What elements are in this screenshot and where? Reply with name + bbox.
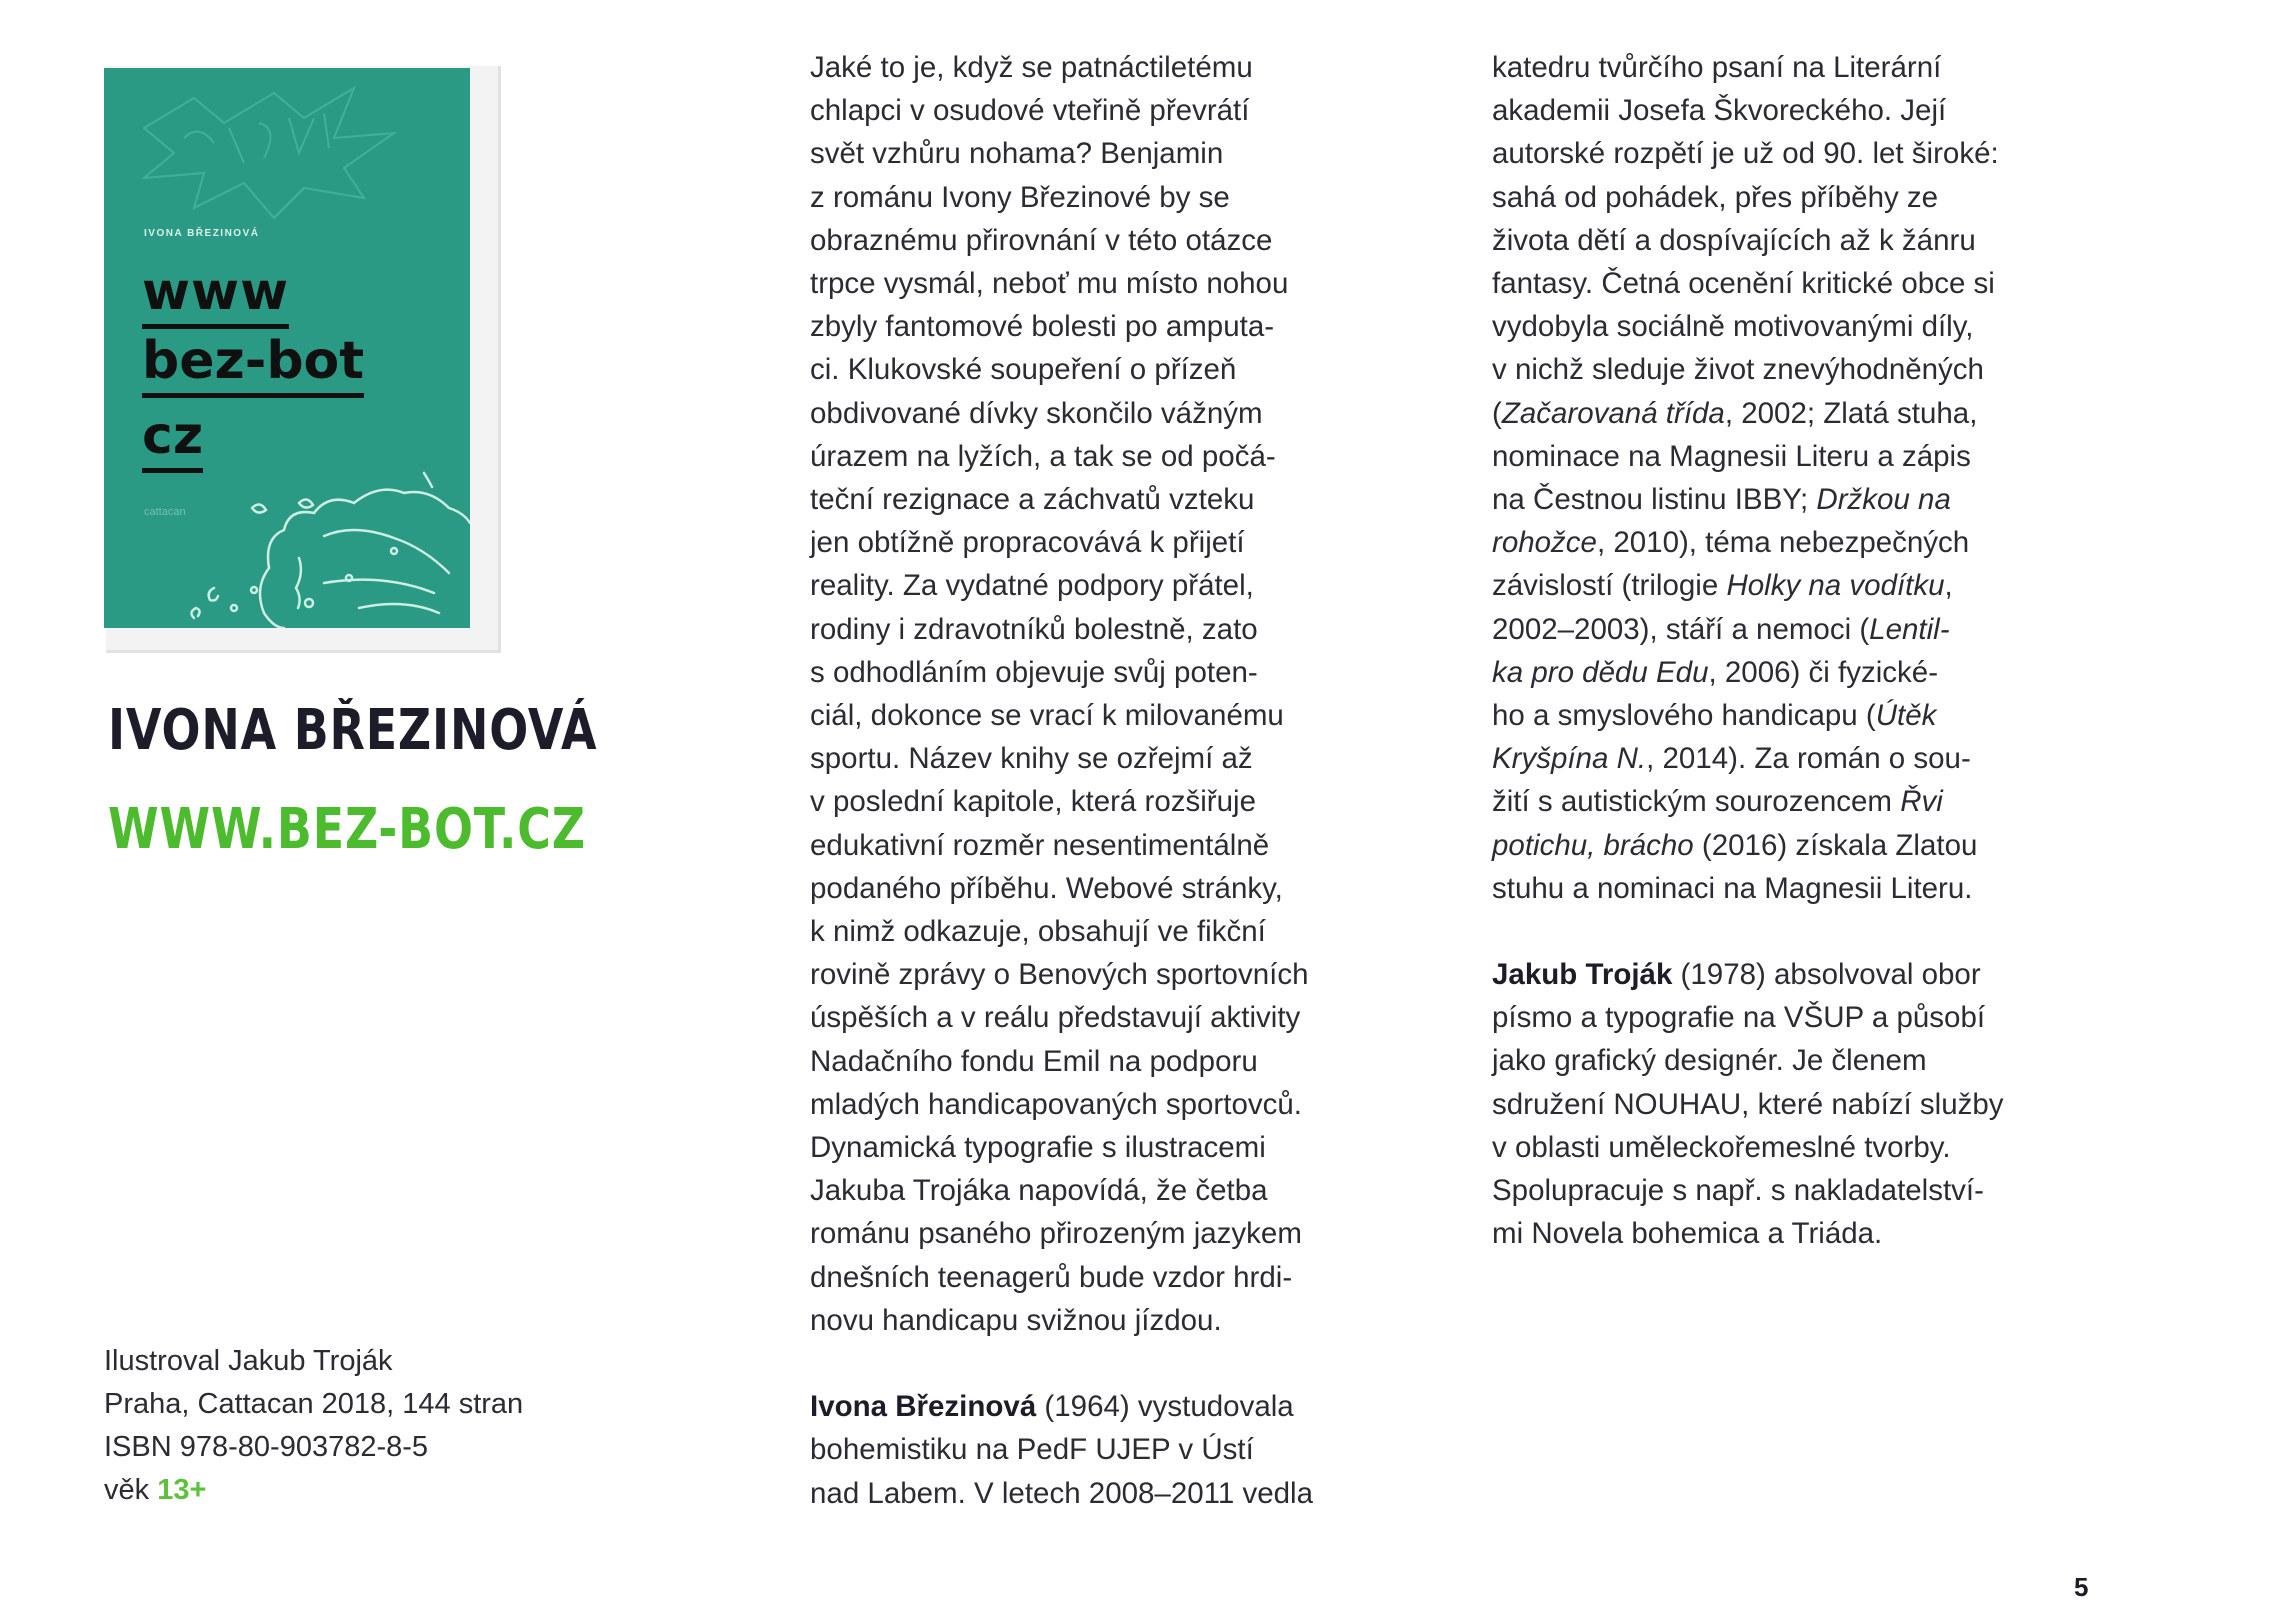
review-line: rodiny i zdravotníků bolestně, zato bbox=[810, 612, 1258, 646]
author-bio-line: bohemistiku na PedF UJEP v Ústí bbox=[810, 1433, 1254, 1467]
bio-line: sahá od pohádek, přes příběhy ze bbox=[1492, 180, 1939, 214]
author-bio-line: nad Labem. V letech 2008–2011 vedla bbox=[810, 1476, 1313, 1510]
bibliographic-info bbox=[104, 1340, 523, 1512]
age-label: věk bbox=[104, 1474, 150, 1506]
review-line: svět vzhůru nohama? Benjamin bbox=[810, 137, 1224, 171]
review-line: románu psaného přirozeným jazykem bbox=[810, 1217, 1302, 1251]
review-line: k nimž odkazuje, obsahují ve fikční bbox=[810, 915, 1266, 949]
bio-line: autorské rozpětí je už od 90. let široké: bbox=[1492, 137, 1999, 171]
bio-line: (Začarovaná třída, 2002; Zlatá stuha, bbox=[1492, 396, 1978, 430]
review-line: s odhodláním objevuje svůj poten- bbox=[810, 655, 1258, 689]
bio-line: života dětí a dospívajících až k žánru bbox=[1492, 223, 1976, 257]
review-line: úrazem na lyžích, a tak se od počá- bbox=[810, 439, 1276, 473]
review-line: mladých handicapovaných sportovců. bbox=[810, 1087, 1302, 1121]
review-line: z románu Ivony Březinové by se bbox=[810, 180, 1230, 214]
bio-line: na Čestnou listinu IBBY; Držkou na bbox=[1492, 483, 1951, 517]
review-line: Nadačního fondu Emil na podporu bbox=[810, 1044, 1258, 1078]
age-value: 13+ bbox=[157, 1474, 207, 1506]
review-line: novu handicapu svižnou jízdou. bbox=[810, 1303, 1222, 1337]
cover-title-line: www bbox=[142, 266, 289, 329]
cover-publisher-logo: cattacan bbox=[144, 506, 186, 518]
bio-line: katedru tvůrčího psaní na Literární bbox=[1492, 51, 1942, 84]
illustrator-bio-line: Spolupracuje s např. s nakladatelství- bbox=[1492, 1174, 1984, 1208]
book-title: Začarovaná třída bbox=[1501, 396, 1725, 430]
review-line: ciál, dokonce se vrací k milovanému bbox=[810, 699, 1284, 733]
review-line: v poslední kapitole, která rozšiřuje bbox=[810, 785, 1257, 819]
page-number: 5 bbox=[2074, 1572, 2089, 1602]
bio-line: závislostí (trilogie Holky na vodítku, bbox=[1492, 569, 1953, 603]
author-heading: IVONA BŘEZINOVÁ bbox=[108, 698, 598, 763]
review-line: obdivované dívky skončilo vážným bbox=[810, 396, 1263, 430]
bio-line: nominace na Magnesii Literu a zápis bbox=[1492, 439, 1971, 473]
review-line: ci. Klukovské soupeření o přízeň bbox=[810, 353, 1237, 387]
illustrator-bio-line: mi Novela bohemica a Triáda. bbox=[1492, 1217, 1883, 1251]
review-line: zbyly fantomové bolesti po amputa- bbox=[810, 310, 1275, 344]
review-line: chlapci v osudové vteřině převrátí bbox=[810, 94, 1250, 128]
review-column bbox=[810, 46, 1313, 1515]
review-line: jen obtížně propracovává k přijetí bbox=[810, 526, 1245, 560]
book-title: Útěk bbox=[1875, 699, 1937, 733]
website-url[interactable]: WWW.BEZ-BOT.CZ bbox=[108, 797, 586, 862]
cover-title-line: cz bbox=[142, 410, 203, 473]
illustrator-bio-line: Jakub Troják (1978) absolvoval obor bbox=[1492, 958, 1981, 992]
review-line: rovině zprávy o Benových sportovních bbox=[810, 958, 1309, 992]
bio-line: ho a smyslového handicapu (Útěk bbox=[1492, 699, 1937, 733]
review-line: obraznému přirovnání v této otázce bbox=[810, 223, 1273, 257]
book-cover bbox=[104, 68, 470, 628]
illustrator-bio-line: jako grafický designér. Je členem bbox=[1492, 1044, 1927, 1078]
review-line: edukativní rozměr nesentimentálně bbox=[810, 828, 1270, 862]
review-line: Jaké to je, když se patnáctiletému bbox=[810, 51, 1253, 84]
review-line: trpce vysmál, neboť mu místo nohou bbox=[810, 267, 1289, 301]
review-line: reality. Za vydatné podpory přátel, bbox=[810, 569, 1254, 603]
review-line: Dynamická typografie s ilustracemi bbox=[810, 1131, 1266, 1165]
bio-line: 2002–2003), stáří a nemoci (Lentil- bbox=[1492, 612, 1950, 646]
book-title: Holky na vodítku bbox=[1726, 569, 1945, 603]
bio-line: ka pro dědu Edu, 2006) či fyzické- bbox=[1492, 655, 1939, 689]
bio-line: vydobyla sociálně motivovanými díly, bbox=[1492, 310, 1974, 344]
bio-line: fantasy. Četná ocenění kritické obce si bbox=[1492, 267, 1995, 301]
review-line: úspěších a v reálu představují aktivity bbox=[810, 1001, 1301, 1035]
bio-line: rohožce, 2010), téma nebezpečných bbox=[1492, 526, 1970, 560]
book-title: Kryšpína N. bbox=[1492, 742, 1647, 776]
review-line: sportu. Název knihy se ozřejmí až bbox=[810, 742, 1253, 776]
book-title: potichu, brácho bbox=[1492, 828, 1694, 862]
bio-column bbox=[1492, 46, 2004, 1255]
review-line: Jakuba Trojáka napovídá, že četba bbox=[810, 1174, 1268, 1208]
publication-line: Praha, Cattacan 2018, 144 stran bbox=[104, 1388, 524, 1420]
book-title: Lentil- bbox=[1869, 612, 1950, 646]
book-title: Držkou na bbox=[1816, 483, 1951, 517]
bio-line: akademii Josefa Škvoreckého. Její bbox=[1492, 94, 1947, 128]
cover-title-line: bez-bot bbox=[142, 335, 364, 398]
book-title: ka pro dědu Edu bbox=[1492, 655, 1709, 689]
review-line: dnešních teenagerů bude vzdor hrdi- bbox=[810, 1260, 1293, 1294]
bio-line: žití s autistickým sourozencem Řvi bbox=[1492, 785, 1943, 819]
bio-line: Kryšpína N., 2014). Za román o sou- bbox=[1492, 742, 1971, 776]
review-line: teční rezignace a záchvatů vzteku bbox=[810, 483, 1255, 517]
review-line: podaného příběhu. Webové stránky, bbox=[810, 871, 1283, 905]
author-bio-line: Ivona Březinová (1964) vystudovala bbox=[810, 1390, 1294, 1424]
illustrator-bio-line: v oblasti uměleckořemeslné tvorby. bbox=[1492, 1130, 1951, 1164]
illustrator-bio-line: písmo a typografie na VŠUP a působí bbox=[1492, 1001, 1986, 1035]
author-bio-name: Ivona Březinová bbox=[810, 1390, 1037, 1424]
bio-line: stuhu a nominaci na Magnesii Literu. bbox=[1492, 871, 1973, 905]
bio-line: potichu, brácho (2016) získala Zlatou bbox=[1492, 828, 1978, 862]
book-cover-figure bbox=[100, 60, 500, 650]
book-title: rohožce bbox=[1492, 526, 1597, 560]
book-title: Řvi bbox=[1900, 785, 1943, 819]
illustrator-bio-line: sdružení NOUHAU, které nabízí služby bbox=[1492, 1087, 2004, 1121]
bio-line: v nichž sleduje život znevýhodněných bbox=[1492, 353, 1984, 387]
age-line bbox=[104, 1469, 523, 1512]
review-text bbox=[810, 46, 1313, 1342]
isbn-line: ISBN 978-80-903782-8-5 bbox=[104, 1431, 429, 1463]
illustrator-line: Ilustroval Jakub Troják bbox=[104, 1345, 393, 1377]
cover-author: IVONA BŘEZINOVÁ bbox=[144, 228, 260, 239]
illustrator-bio-name: Jakub Troják bbox=[1492, 958, 1673, 992]
